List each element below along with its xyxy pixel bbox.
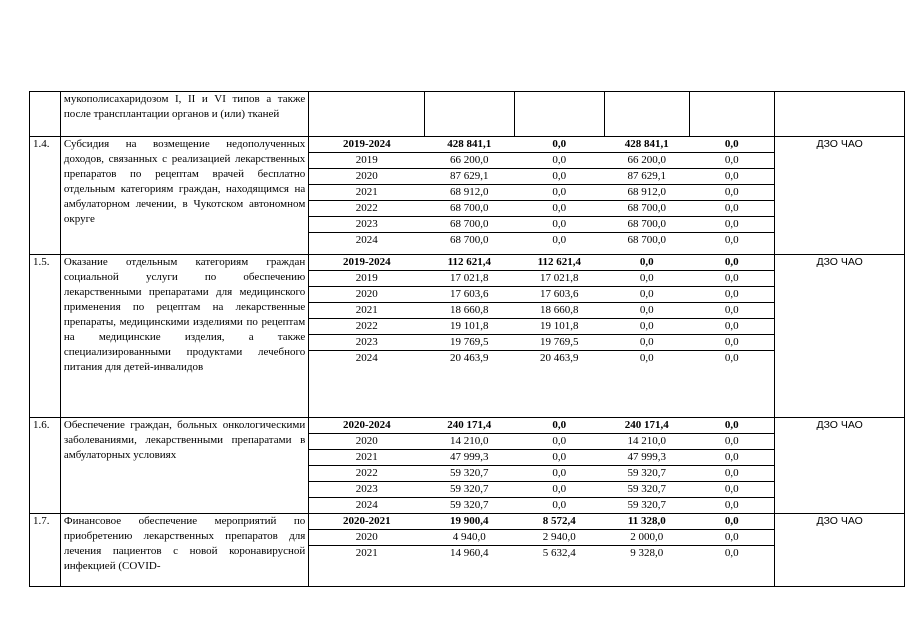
federal-amount-cell: 0,0 (552, 499, 567, 511)
other-amount-cell: 0,0 (689, 530, 774, 546)
total-amount-cell: 112 621,4 (424, 255, 514, 271)
federal-amount-cell: 0,0 (514, 153, 604, 169)
total-amount-cell: 4 940,0 (424, 530, 514, 546)
total-amount-cell: 68 912,0 (424, 185, 514, 201)
federal-amount-cell: 19 769,5 (514, 335, 604, 351)
table-row (30, 92, 905, 137)
federal-amount-cell: 5 632,4 (542, 547, 576, 559)
other-amount-cell: 0,0 (689, 169, 774, 185)
total-amount-cell: 59 320,7 (424, 466, 514, 482)
funding-year-row (309, 546, 774, 562)
district-amount-cell: 59 320,7 (604, 466, 689, 482)
funding-year-row (309, 450, 774, 466)
total-amount-cell: 240 171,4 (424, 418, 514, 434)
period-cell: 2019-2024 (309, 137, 424, 153)
item-description: Оказание отдельным категориям граждан социальной услуги по обеспечению лекарственными препаратами для медицинского применения по рецептам на лекарственные препараты, медицинскими изделиями по рецептам на медицинские изделия, а также специализированными продуктами лечебного питания для детей-инвалидов (60, 255, 308, 418)
total-amount-cell: 428 841,1 (424, 137, 514, 153)
total-amount-cell: 19 900,4 (424, 514, 514, 530)
district-amount-cell: 2 000,0 (604, 530, 689, 546)
total-amount-cell: 14 210,0 (424, 434, 514, 450)
table-body (30, 92, 905, 587)
federal-amount-cell: 17 603,6 (514, 287, 604, 303)
period-cell: 2024 (355, 499, 378, 511)
other-amount-cell: 0,0 (724, 547, 739, 559)
period-cell: 2019 (309, 271, 424, 287)
district-amount-cell: 68 700,0 (604, 217, 689, 233)
other-amount-cell: 0,0 (689, 466, 774, 482)
total-amount-cell: 59 320,7 (424, 482, 514, 498)
funding-year-row (309, 335, 774, 351)
responsible-executor: ДЗО ЧАО (775, 514, 905, 587)
period-cell: 2024 (355, 234, 378, 246)
funding-year-row (309, 466, 774, 482)
funding-block (309, 514, 775, 587)
other-amount-cell: 0,0 (689, 137, 774, 153)
other-amount-cell: 0,0 (689, 418, 774, 434)
federal-amount-cell: 0,0 (514, 434, 604, 450)
district-amount-cell: 0,0 (639, 352, 654, 364)
federal-amount-cell: 0,0 (514, 482, 604, 498)
period-cell: 2020-2024 (309, 418, 424, 434)
funding-year-row (309, 153, 774, 169)
funding-year-row (309, 530, 774, 546)
total-amount-cell: 19 101,8 (424, 319, 514, 335)
item-number: 1.5. (30, 255, 61, 418)
period-cell: 2020-2021 (309, 514, 424, 530)
district-amount-cell: 59 320,7 (604, 482, 689, 498)
item-number: 1.6. (30, 418, 61, 514)
period-cell: 2023 (309, 335, 424, 351)
period-cell: 2024 (355, 352, 378, 364)
total-amount-cell: 18 660,8 (424, 303, 514, 319)
funding-year-row (309, 351, 774, 367)
item-description: Финансовое обеспечение мероприятий по приобретению лекарственных препаратов для лечения пациентов с новой коронавирусной инфекцией (COVID- (60, 514, 308, 587)
district-amount-cell: 0,0 (604, 319, 689, 335)
empty-cell (690, 92, 775, 137)
table-row (30, 514, 905, 587)
other-amount-cell: 0,0 (689, 434, 774, 450)
funding-subtable (309, 255, 774, 366)
funding-year-row (309, 185, 774, 201)
empty-cell (604, 92, 689, 137)
federal-amount-cell: 112 621,4 (514, 255, 604, 271)
funding-year-row (309, 287, 774, 303)
federal-amount-cell: 0,0 (514, 466, 604, 482)
empty-cell (514, 92, 604, 137)
other-amount-cell: 0,0 (689, 201, 774, 217)
federal-amount-cell: 0,0 (514, 185, 604, 201)
item-number: 1.7. (30, 514, 61, 587)
period-cell: 2023 (309, 217, 424, 233)
district-amount-cell: 68 700,0 (627, 234, 667, 246)
other-amount-cell: 0,0 (689, 255, 774, 271)
total-amount-cell: 20 463,9 (450, 352, 489, 364)
item-description: Субсидия на возмещение недополученных доходов, связанных с реализацией лекарственных препаратов по рецептам врачей бесплатно отдельным категориям граждан, находящимся на амбулаторном лечении, в Чукотском автономном округе (60, 137, 308, 255)
period-cell: 2021 (309, 303, 424, 319)
district-amount-cell: 428 841,1 (604, 137, 689, 153)
other-amount-cell: 0,0 (689, 514, 774, 530)
district-amount-cell: 14 210,0 (604, 434, 689, 450)
federal-amount-cell: 0,0 (514, 169, 604, 185)
other-amount-cell: 0,0 (689, 450, 774, 466)
funding-year-row (309, 482, 774, 498)
district-amount-cell: 240 171,4 (604, 418, 689, 434)
federal-amount-cell: 0,0 (514, 217, 604, 233)
district-amount-cell: 0,0 (604, 287, 689, 303)
funding-year-row (309, 233, 774, 249)
period-cell: 2021 (309, 450, 424, 466)
funding-total-row (309, 418, 774, 434)
period-cell: 2022 (309, 319, 424, 335)
period-cell: 2019-2024 (309, 255, 424, 271)
other-amount-cell: 0,0 (724, 499, 739, 511)
district-amount-cell: 0,0 (604, 335, 689, 351)
funding-year-row (309, 498, 774, 514)
table-row (30, 255, 905, 418)
district-amount-cell: 87 629,1 (604, 169, 689, 185)
total-amount-cell: 17 603,6 (424, 287, 514, 303)
other-amount-cell: 0,0 (689, 287, 774, 303)
funding-year-row (309, 434, 774, 450)
other-amount-cell: 0,0 (689, 335, 774, 351)
other-amount-cell: 0,0 (724, 352, 739, 364)
total-amount-cell: 87 629,1 (424, 169, 514, 185)
district-amount-cell: 0,0 (604, 271, 689, 287)
period-cell: 2021 (355, 547, 378, 559)
district-amount-cell: 68 700,0 (604, 201, 689, 217)
other-amount-cell: 0,0 (689, 185, 774, 201)
federal-amount-cell: 0,0 (514, 450, 604, 466)
empty-cell (424, 92, 514, 137)
federal-amount-cell: 19 101,8 (514, 319, 604, 335)
total-amount-cell: 47 999,3 (424, 450, 514, 466)
period-cell: 2020 (309, 287, 424, 303)
funding-total-row (309, 514, 774, 530)
period-cell: 2020 (309, 530, 424, 546)
district-amount-cell: 9 328,0 (630, 547, 664, 559)
federal-amount-cell: 17 021,8 (514, 271, 604, 287)
funding-subtable (309, 137, 774, 248)
budget-table (29, 91, 905, 587)
other-amount-cell: 0,0 (689, 271, 774, 287)
item-number: 1.4. (30, 137, 61, 255)
other-amount-cell: 0,0 (689, 482, 774, 498)
period-cell: 2020 (309, 434, 424, 450)
funding-year-row (309, 217, 774, 233)
district-amount-cell: 47 999,3 (604, 450, 689, 466)
funding-subtable (309, 418, 774, 513)
district-amount-cell: 0,0 (604, 255, 689, 271)
total-amount-cell: 68 700,0 (424, 201, 514, 217)
other-amount-cell: 0,0 (689, 319, 774, 335)
period-cell: 2023 (309, 482, 424, 498)
district-amount-cell: 59 320,7 (627, 499, 667, 511)
funding-block (309, 137, 775, 255)
funding-total-row (309, 137, 774, 153)
funding-year-row (309, 169, 774, 185)
responsible-executor: ДЗО ЧАО (775, 137, 905, 255)
total-amount-cell: 68 700,0 (424, 217, 514, 233)
responsible-executor: ДЗО ЧАО (775, 255, 905, 418)
federal-amount-cell: 20 463,9 (540, 352, 579, 364)
period-cell: 2020 (309, 169, 424, 185)
period-cell: 2022 (309, 466, 424, 482)
responsible-executor (775, 92, 905, 137)
federal-amount-cell: 0,0 (514, 137, 604, 153)
total-amount-cell: 66 200,0 (424, 153, 514, 169)
other-amount-cell: 0,0 (724, 234, 739, 246)
funding-block (309, 255, 775, 418)
district-amount-cell: 11 328,0 (604, 514, 689, 530)
total-amount-cell: 59 320,7 (450, 499, 489, 511)
federal-amount-cell: 0,0 (514, 201, 604, 217)
funding-year-row (309, 271, 774, 287)
period-cell: 2022 (309, 201, 424, 217)
table-row (30, 418, 905, 514)
federal-amount-cell: 8 572,4 (514, 514, 604, 530)
responsible-executor: ДЗО ЧАО (775, 418, 905, 514)
period-cell: 2021 (309, 185, 424, 201)
total-amount-cell: 14 960,4 (450, 547, 489, 559)
funding-year-row (309, 303, 774, 319)
district-amount-cell: 66 200,0 (604, 153, 689, 169)
other-amount-cell: 0,0 (689, 153, 774, 169)
federal-amount-cell: 0,0 (514, 418, 604, 434)
funding-block (309, 418, 775, 514)
period-cell: 2019 (309, 153, 424, 169)
total-amount-cell: 17 021,8 (424, 271, 514, 287)
other-amount-cell: 0,0 (689, 217, 774, 233)
funding-year-row (309, 319, 774, 335)
federal-amount-cell: 18 660,8 (514, 303, 604, 319)
total-amount-cell: 68 700,0 (450, 234, 489, 246)
item-description: Обеспечение граждан, больных онкологическими заболеваниями, лекарственными препаратами в амбулаторных условиях (60, 418, 308, 514)
funding-year-row (309, 201, 774, 217)
federal-amount-cell: 2 940,0 (514, 530, 604, 546)
empty-cell (309, 92, 424, 137)
district-amount-cell: 68 912,0 (604, 185, 689, 201)
other-amount-cell: 0,0 (689, 303, 774, 319)
federal-amount-cell: 0,0 (552, 234, 567, 246)
funding-subtable (309, 514, 774, 561)
item-description: мукополисахаридозом I, II и VI типов а также после трансплантации органов и (или) тканей (60, 92, 308, 137)
funding-total-row (309, 255, 774, 271)
item-number (30, 92, 61, 137)
district-amount-cell: 0,0 (604, 303, 689, 319)
total-amount-cell: 19 769,5 (424, 335, 514, 351)
table-row (30, 137, 905, 255)
